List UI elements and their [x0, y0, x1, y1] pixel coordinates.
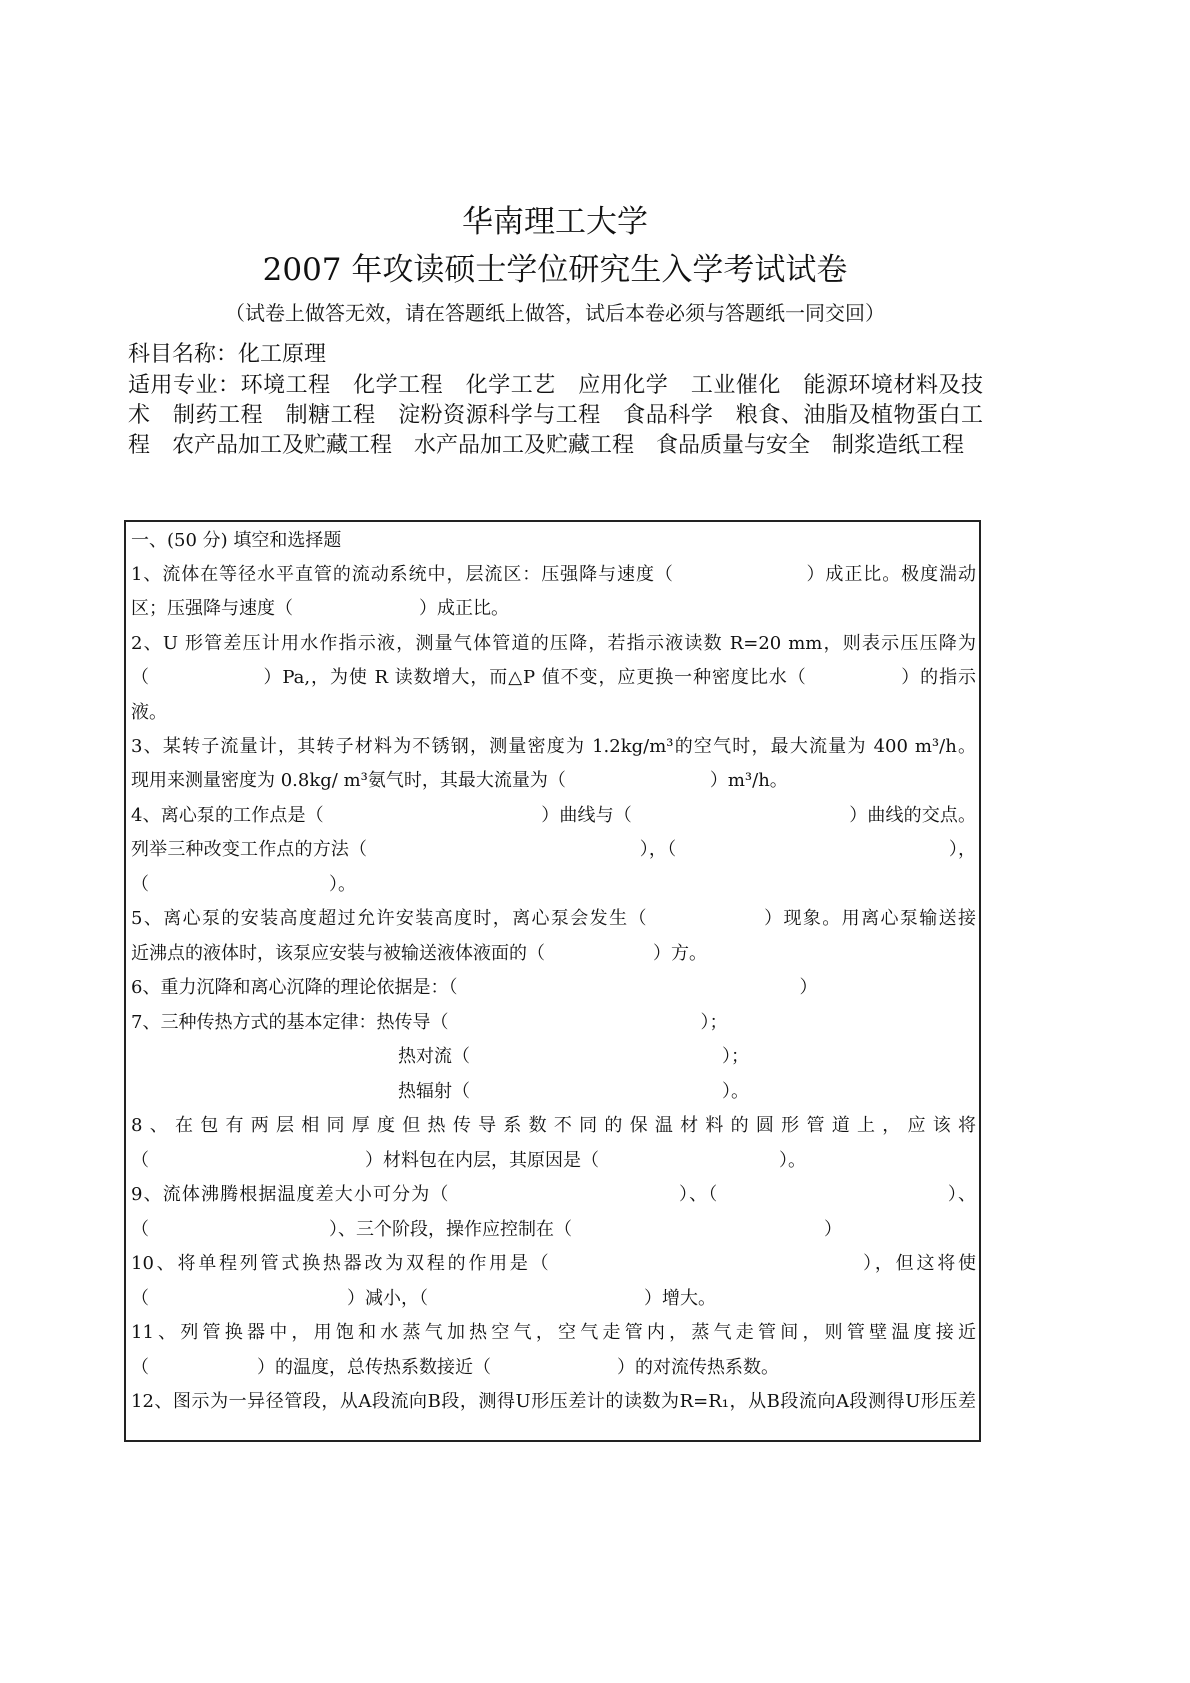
question-line: （ ）的温度，总传热系数接近（ ）的对流传热系数。 [131, 1357, 779, 1378]
applicable-majors: 适用专业：环境工程 化学工程 化学工艺 应用化学 工业催化 能源环境材料及技术 制药工程 制糖工程 淀粉资源科学与工程 食品科学 粮食、油脂及植物蛋白工程 农产品加工及贮藏工程 水产品加工及贮藏工程 食品质量与安全 制浆造纸工程 [128, 373, 983, 458]
question-line: （ ）减小，（ ）增大。 [131, 1288, 716, 1309]
question-line: （ ）、三个阶段，操作应控制在（ ） [131, 1219, 842, 1240]
exam-notice: （试卷上做答无效，请在答题纸上做答，试后本卷必须与答题纸一同交回） [225, 301, 885, 325]
question-line: 热对流（ ）； [398, 1046, 749, 1067]
question-line: （ ）Pa,，为使 R 读数增大，而△P 值不变，应更换一种密度比水（ ）的指示 [131, 667, 976, 688]
question-box [124, 520, 981, 1442]
subject-name: 科目名称：化工原理 [128, 342, 327, 367]
question-line: 5、离心泵的安装高度超过允许安装高度时，离心泵会发生（ ）现象。用离心泵输送接 [131, 908, 976, 929]
university-name: 华南理工大学 [462, 204, 648, 240]
question-line: 7、三种传热方式的基本定律：热传导（ ）； [131, 1012, 728, 1033]
question-line: 热辐射（ ）。 [398, 1081, 749, 1102]
question-line: 近沸点的液体时，该泵应安装与被输送液体液面的（ ）方。 [131, 943, 707, 964]
exam-title: 2007 年攻读硕士学位研究生入学考试试卷 [262, 252, 848, 288]
question-line: 9、流体沸腾根据温度差大小可分为（ ）、（ ）、 [131, 1184, 976, 1205]
question-line: （ ）材料包在内层，其原因是（ ）。 [131, 1150, 806, 1171]
question-line: 区；压强降与速度（ ）成正比。 [131, 598, 509, 619]
question-line: 12、图示为一异径管段，从A段流向B段，测得U形压差计的读数为R=R₁，从B段流向A段测得U形压差 [131, 1391, 976, 1412]
question-line: 1、流体在等径水平直管的流动系统中，层流区：压强降与速度（ ）成正比。极度湍动 [131, 564, 976, 585]
question-line: 2、U 形管差压计用水作指示液，测量气体管道的压降，若指示液读数 R=20 mm，则表示压压降为 [131, 633, 976, 654]
question-line: 6、重力沉降和离心沉降的理论依据是：（ ） [131, 977, 818, 998]
question-line: 液。 [131, 702, 167, 723]
question-line: 现用来测量密度为 0.8kg/ m³氨气时，其最大流量为（ ）m³/h。 [131, 770, 788, 791]
question-line: 10、将单程列管式换热器改为双程的作用是（ ），但这将使 [131, 1253, 976, 1274]
question-line: 11、列管换器中，用饱和水蒸气加热空气，空气走管内，蒸气走管间，则管壁温度接近 [131, 1322, 976, 1343]
section-heading: 一、(50 分) 填空和选择题 [131, 530, 342, 551]
question-line: 列举三种改变工作点的方法（ ），（ ）， [131, 839, 976, 860]
question-line: 3、某转子流量计，其转子材料为不锈钢，测量密度为 1.2kg/m³的空气时，最大流量为 400 m³/h。 [131, 736, 976, 757]
question-line: 8、在包有两层相同厚度但热传导系数不同的保温材料的圆形管道上，应该将 [131, 1115, 976, 1136]
question-line: 4、离心泵的工作点是（ ）曲线与（ ）曲线的交点。 [131, 805, 976, 826]
question-line: （ ）。 [131, 874, 356, 895]
